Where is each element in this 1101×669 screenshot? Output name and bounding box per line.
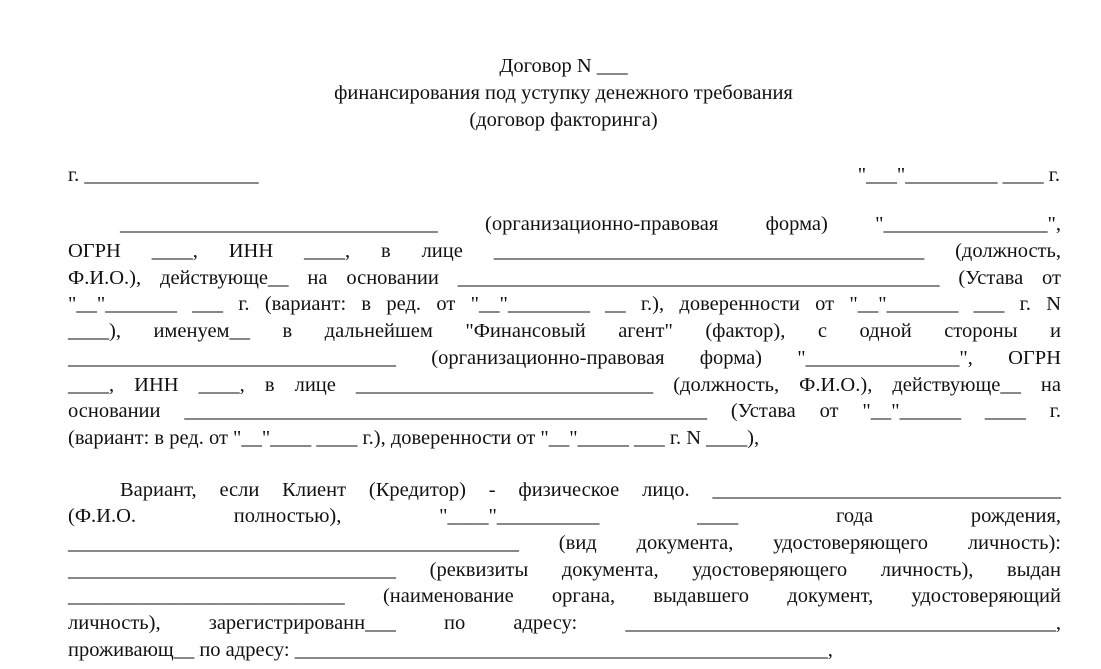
- parties-line-7: ____, ИНН ____, в лице _____________________________ (должность, Ф.И.О.), действующе__ на: [68, 374, 1061, 396]
- parties-line-3: Ф.И.О.), действующе__ на основании _______________________________________________ (Устава от: [68, 267, 1061, 289]
- parties-line-5: ____), именуем__ в дальнейшем "Финансовый агент" (фактор), с одной стороны и: [68, 320, 1061, 342]
- date-field: "___"_________ ____ г.: [857, 164, 1060, 186]
- document-subtitle: финансирования под уступку денежного требования: [334, 82, 793, 104]
- variant-line-1: Вариант, если Клиент (Кредитор) - физическое лицо. __________________________________: [120, 479, 1061, 501]
- variant-line-3: ____________________________________________ (вид документа, удостоверяющего личность):: [68, 532, 1061, 554]
- city-field: г. _________________: [68, 164, 259, 186]
- document-subtitle-2: (договор факторинга): [469, 109, 658, 131]
- parties-line-6: ________________________________ (организационно-правовая форма) "_______________", ОГРН: [68, 347, 1061, 369]
- parties-line-8: основании ___________________________________________________ (Устава от "__"______ ____ г.: [68, 400, 1061, 422]
- document-title: Договор N ___: [499, 55, 628, 77]
- variant-line-4: ________________________________ (реквизиты документа, удостоверяющего личность), выдан: [68, 559, 1061, 581]
- parties-line-9: (вариант: в ред. от "__"____ ____ г.), доверенности от "__"_____ ___ г. N ____),: [68, 427, 760, 449]
- parties-line-2: ОГРН ____, ИНН ____, в лице __________________________________________ (должность,: [68, 240, 1061, 262]
- variant-line-2: (Ф.И.О. полностью), "____"__________ ____ года рождения,: [68, 505, 1061, 527]
- variant-line-7: проживающ__ по адресу: ____________________________________________________,: [68, 639, 833, 661]
- variant-line-6: личность), зарегистрированн___ по адресу: __________________________________________,: [68, 612, 1061, 634]
- document-header: [0, 53, 1101, 134]
- parties-line-4: "__"_______ ___ г. (вариант: в ред. от "__"________ __ г.), доверенности от "__"_______ ___ г. N: [68, 293, 1061, 315]
- variant-line-5: ___________________________ (наименование органа, выдавшего документ, удостоверяющий: [68, 585, 1061, 607]
- parties-line-1: _______________________________ (организационно-правовая форма) "________________",: [120, 213, 1061, 235]
